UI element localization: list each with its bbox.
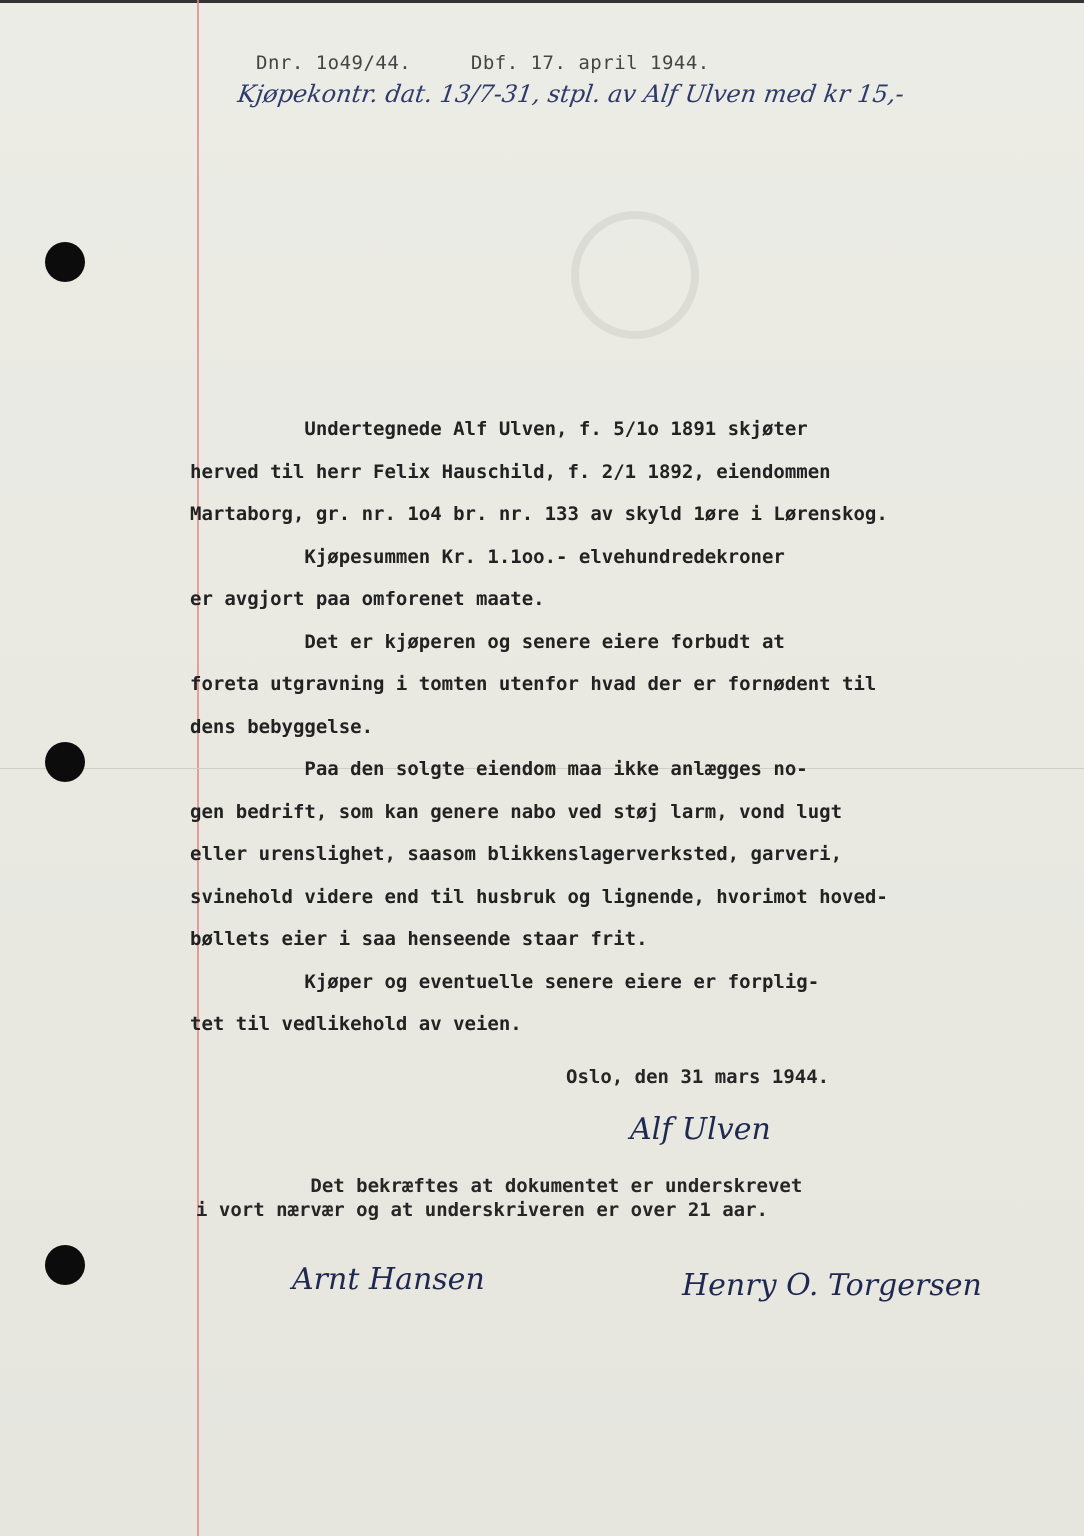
body-line: er avgjort paa omforenet maate. (190, 588, 545, 610)
body-line: Kjøpesummen Kr. 1.1oo.- elvehundredekroner (190, 545, 785, 568)
body-line: Undertegnede Alf Ulven, f. 5/1o 1891 skjøter (190, 418, 808, 440)
faint-stamp (560, 175, 710, 375)
handwritten-note: Kjøpekontr. dat. 13/7-31, stpl. av Alf Ulven med kr 15,- (236, 80, 906, 108)
document-header (256, 52, 710, 74)
deed-body (190, 408, 990, 1046)
dnr-number: Dnr. 1o49/44. (256, 52, 412, 74)
confirmation-line: Det bekræftes at dokumentet er underskrevet (196, 1175, 803, 1197)
punch-hole (45, 742, 85, 782)
confirmation-line: i vort nærvær og at underskriveren er over 21 aar. (196, 1199, 768, 1221)
body-line: tet til vedlikehold av veien. (190, 1013, 522, 1035)
body-line: herved til herr Felix Hauschild, f. 2/1 1892, eiendommen (190, 460, 831, 483)
top-edge (0, 0, 1084, 3)
punch-hole (45, 1245, 85, 1285)
dbf-date: Dbf. 17. april 1944. (470, 52, 710, 74)
witness-signature-2: Henry O. Torgersen (682, 1268, 982, 1303)
body-line: bøllets eier i saa henseende staar frit. (190, 928, 648, 950)
witness-signature-1: Arnt Hansen (292, 1262, 485, 1297)
place-date: Oslo, den 31 mars 1944. (566, 1066, 830, 1088)
body-line: eller urenslighet, saasom blikkenslagerverksted, garveri, (190, 843, 843, 865)
punch-hole (45, 242, 85, 282)
body-line: dens bebyggelse. (190, 715, 374, 738)
witness-confirmation (196, 1174, 802, 1222)
seller-signature: Alf Ulven (630, 1112, 771, 1147)
body-line: svinehold videre end til husbruk og lignende, hvorimot hoved- (190, 885, 888, 908)
body-line: Martaborg, gr. nr. 1o4 br. nr. 133 av skyld 1øre i Lørenskog. (190, 503, 888, 525)
body-line: Kjøper og eventuelle senere eiere er forplig- (190, 970, 820, 993)
body-line: gen bedrift, som kan genere nabo ved støj larm, vond lugt (190, 800, 843, 823)
body-line: Paa den solgte eiendom maa ikke anlægges no- (190, 758, 808, 780)
body-line: foreta utgravning i tomten utenfor hvad der er fornødent til (190, 673, 877, 695)
body-line: Det er kjøperen og senere eiere forbudt at (190, 630, 785, 653)
